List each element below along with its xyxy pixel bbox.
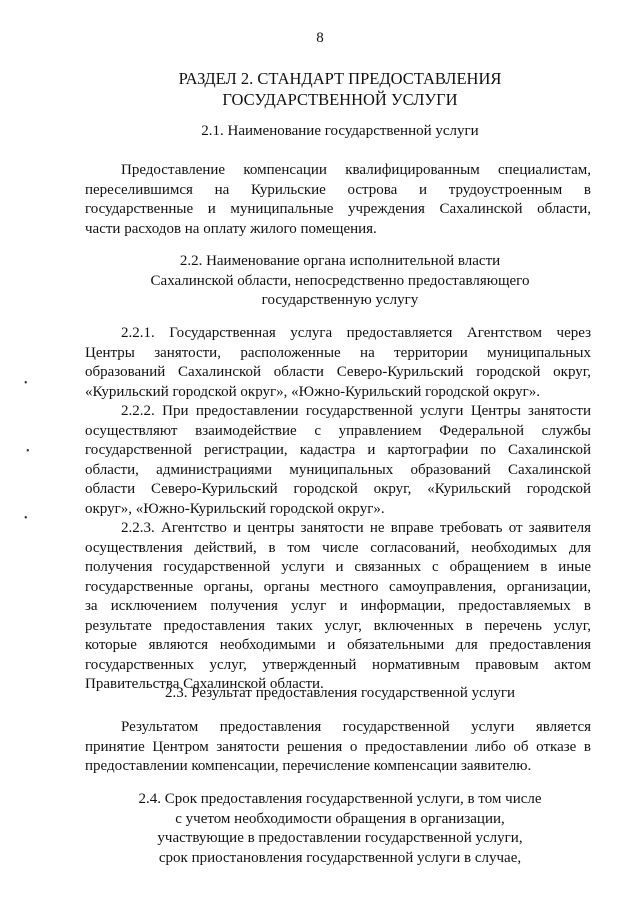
heading-line: государственную услугу [261,292,419,308]
scan-mark: • [24,513,28,524]
section-title [60,68,620,110]
text-line: государственных услуг, утвержденный нормативным правовым актом [85,656,591,673]
text-line: 2.2.2. При предоставлении государственной услуги Центры занятости [121,403,591,419]
text-line: государственные и муниципальные учреждения Сахалинской области, [85,201,591,217]
heading-line: срок приостановления государственной услуги в случае, [158,849,522,866]
text-line: государственной регистрации, кадастра и картографии по Сахалинской [85,442,591,458]
heading-line: участвующие в предоставлении государственной услуги, [157,830,523,846]
text-line: предоставлении компенсации, перечисление компенсации заявителю. [85,758,532,774]
heading-line: 2.4. Срок предоставления государственной услуги, в том числе [138,791,542,807]
text-line: за исключением получения услуг и информации, предоставляемых в [85,598,591,614]
text-line: области, администрациями муниципальных образований Сахалинской [85,461,591,478]
heading-line: Сахалинской области, непосредственно предоставляющего [150,272,530,289]
paragraph-2-3 [85,718,591,777]
page-number: 8 [316,30,324,46]
text-line: осуществляют взаимодействие с управлением Федеральной службы [85,422,591,439]
paragraph-2-1 [85,161,591,239]
text-line: переселившимся на Курильские острова и трудоустроенным в [85,181,591,198]
text-line: государственные органы, органы местного самоуправления, организации, [85,578,591,595]
text-line: 2.2.1. Государственная услуга предоставляется Агентством через [121,325,591,341]
heading-line: 2.2. Наименование органа исполнительной власти [179,253,501,269]
text-line: результате предоставления таких услуг, включенных в перечень услуг, [85,617,591,634]
text-line: области Северо-Курильский городской округ, «Курильский городской [85,481,591,497]
text-line: Центры занятости, расположенные на территории муниципальных [85,344,591,361]
heading-2-4 [90,790,590,868]
heading-2-2 [90,252,590,311]
text-line: которые являются необходимыми и обязательными для предоставления [85,637,591,653]
section-title-line: ГОСУДАРСТВЕННОЙ УСЛУГИ [222,90,458,109]
text-line: Предоставление компенсации квалифицированным специалистам, [121,162,591,178]
text-line: 2.2.3. Агентство и центры занятости не вправе требовать от заявителя [121,520,591,536]
heading-2-1: 2.1. Наименование государственной услуги [201,123,479,139]
text-line: принятие Центром занятости решения о предоставлении либо об отказе в [85,738,591,755]
text-line: образований Сахалинской области Северо-Курильский городской округ, [85,364,591,380]
text-line: «Курильский городской округ», «Южно-Курильский городской округ». [85,383,541,400]
scan-mark: • [26,446,30,457]
text-line: Правительства Сахалинской области. [85,676,324,692]
text-line: округ», «Южно-Курильский городской округ». [85,500,385,517]
text-line: получения государственной услуги и связанных с обращением в иные [85,559,591,575]
text-line: осуществления действий, в том числе согласований, необходимых для [85,539,591,556]
text-line: Результатом предоставления государственной услуги является [121,719,591,735]
paragraph-2-2 [85,324,591,695]
heading-2-3: 2.3. Результат предоставления государственной услуги [164,685,515,701]
section-title-line: РАЗДЕЛ 2. СТАНДАРТ ПРЕДОСТАВЛЕНИЯ [178,69,502,88]
scan-mark: • [24,378,28,389]
heading-line: с учетом необходимости обращения в организации, [175,810,505,827]
text-line: части расходов на оплату жилого помещения. [85,220,377,237]
